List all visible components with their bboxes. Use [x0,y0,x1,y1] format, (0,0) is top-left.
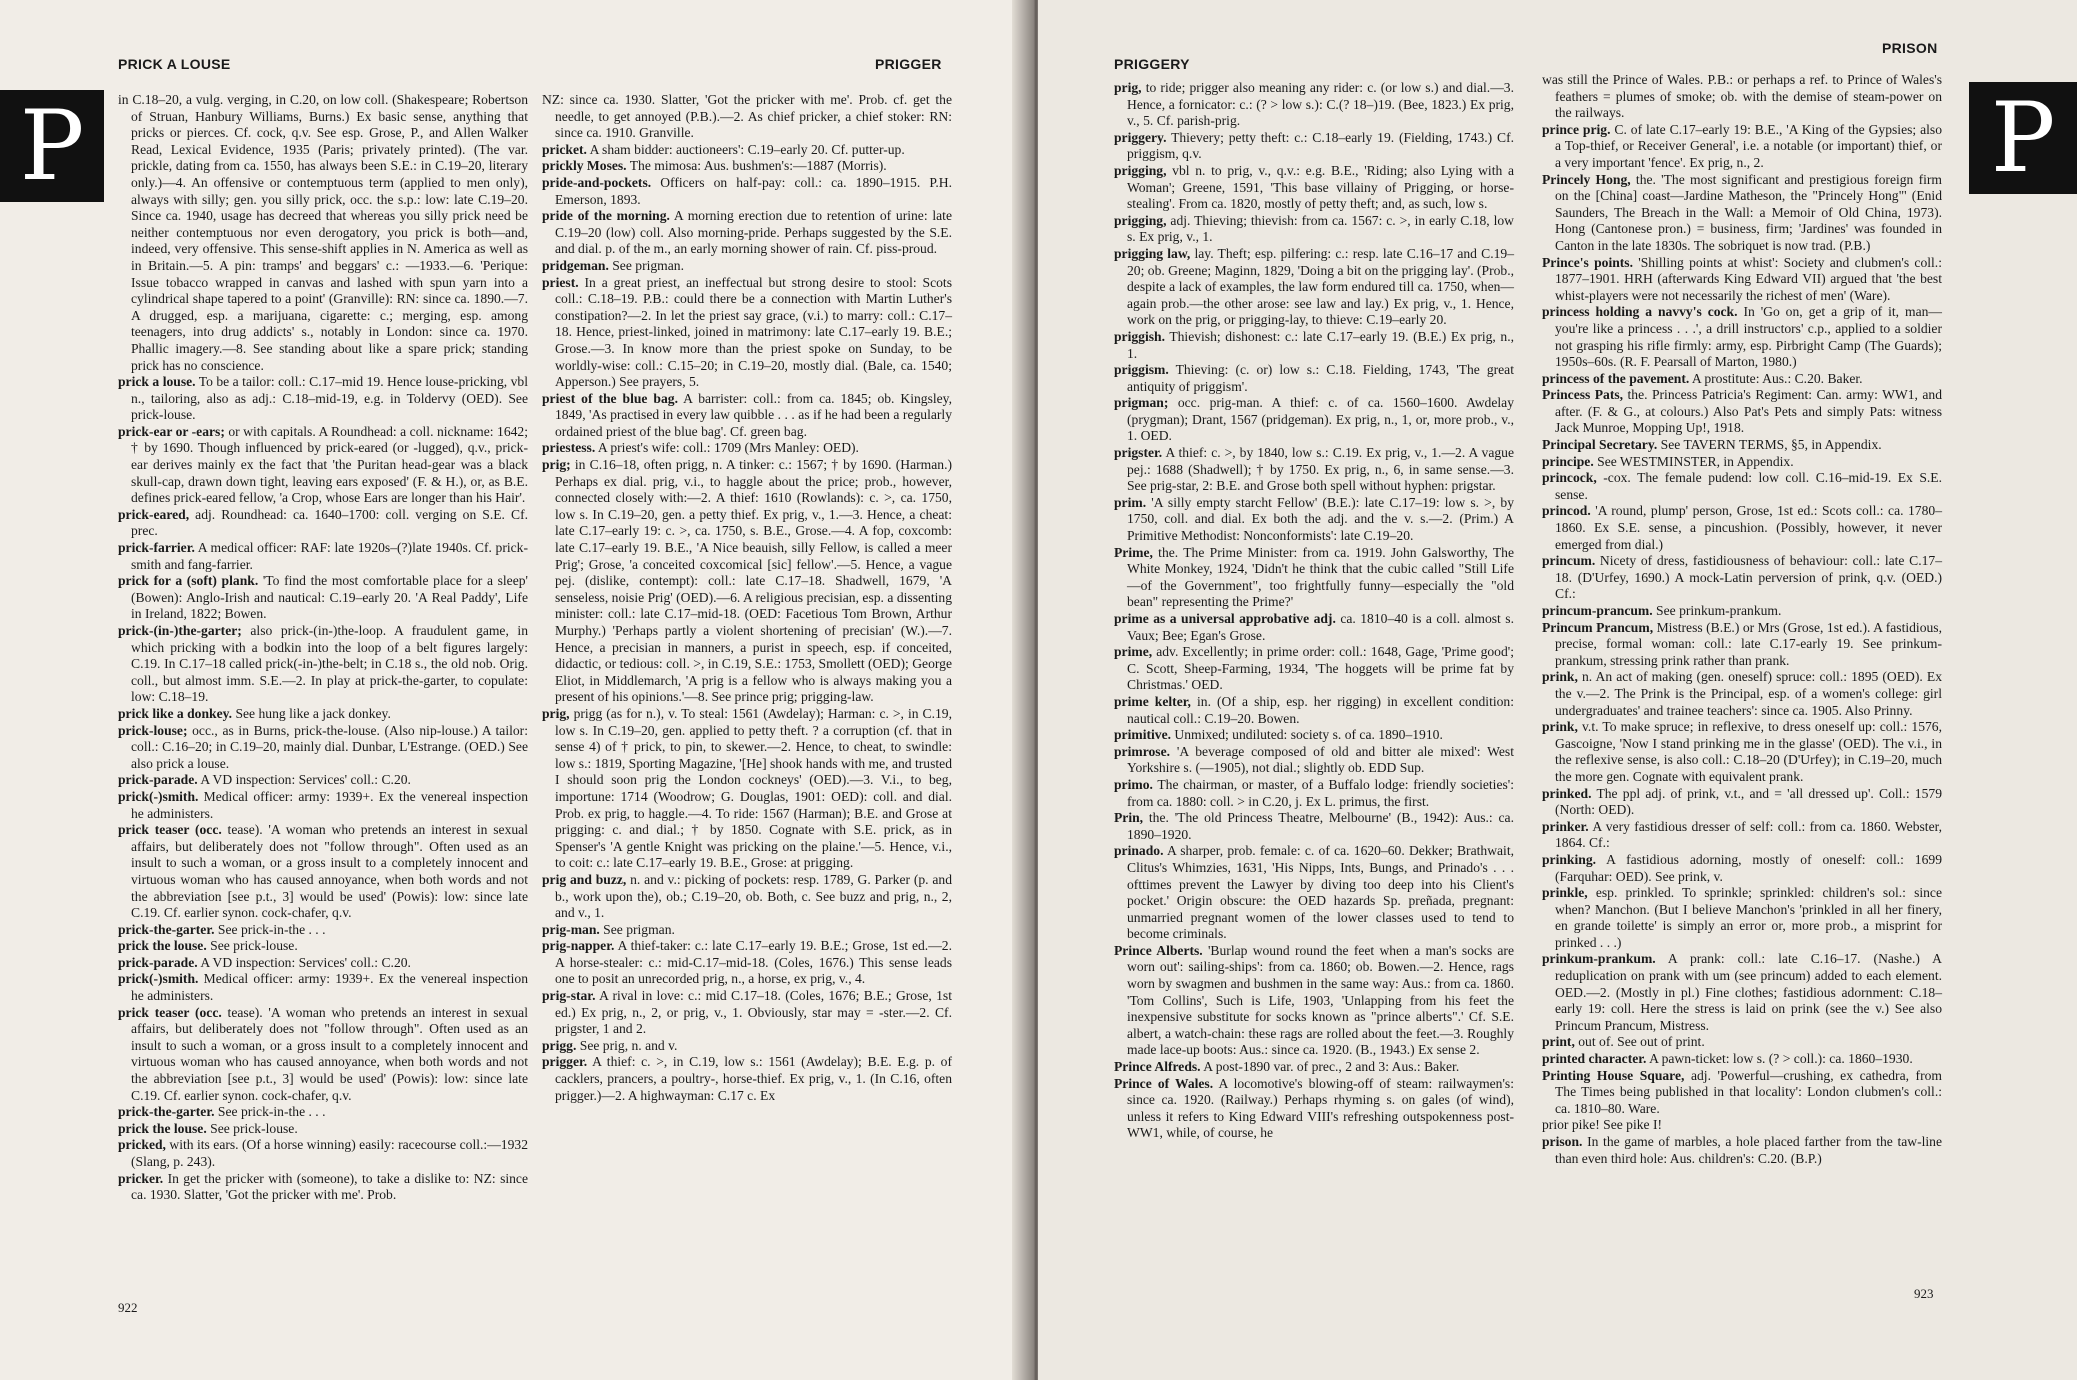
dictionary-entry: prim. 'A silly empty starcht Fellow' (B.E.): late C.17–19: low s. >, by 1750, coll. and dial. Ex both the adj. and the v. s.—2. (Prim.) A Primitive Methodist: Nonconformists': late C.19–20. [1114,494,1514,544]
dictionary-entry: prick the louse. See prick-louse. [118,938,298,954]
dictionary-entry: prick for a (soft) plank. 'To find the most comfortable place for a sleep' (Bowen): Anglo-Irish and nautical: C.19–early 20. 'A Real Paddy', Life in Ireland, 1822; Bowen. [118,573,528,622]
dictionary-entry: princock, -cox. The female pudend: low coll. C.16–mid-19. Ex S.E. sense. [1542,470,1942,502]
dictionary-entry: prick-ear or -ears; or with capitals. A Roundhead: a coll. nickname: 1642; † by 1690. Though influenced by prick-eared (or -lugged), q.v., prick-ear derives mainly ex the fact that 'the Puritan head-gear was a black skull-cap, drawn down tight, leaving ears exposed' (F. & H.), or, as B.E. defines prick-eared fellow, 'a Crop, whose Ears are longer than his Hair'. [118,423,529,506]
dictionary-entry: prick the louse. See prick-louse. [118,1120,298,1136]
dictionary-entry: pride-and-pockets. Officers on half-pay: coll.: ca. 1890–1915. P.H. Emerson, 1893. [542,174,952,207]
dictionary-entry: pridgeman. See prigman. [542,257,684,273]
dictionary-entry: primo. The chairman, or master, of a Buffalo lodge: friendly societies': from ca. 1880: coll. > in C.20, j. Ex L. primus, the first. [1114,776,1514,809]
dictionary-entry: priestess. A priest's wife: coll.: 1709 (Mrs Manley: OED). [542,440,859,456]
dictionary-entry: prime, adv. Excellently; in prime order: coll.: 1648, Gage, 'Prime good'; C. Scott, Sheep-Farming, 1934, 'The hoggets will be prime fat by Christmas.' OED. [1114,644,1514,693]
dictionary-entry: prig; in C.16–18, often prigg, n. A tinker: c.: 1567; † by 1690. (Harman.) Perhaps ex dial. prig, v.i., to haggle about the price; prob., however, connected closely with:—2. A thief: 1610 (Rowlands): c. >, ca. 1750, low s. In C.19–20, gen. a petty thief. Ex prig, v., 1.—3. Hence, a cheat: late C.17–early 19: c. >, ca. 1750, s. B.E., Grose.—4. A fop, coxcomb: late C.17–early 19. B.E., 'A Nice beauish, silly Fellow, is called a meer Prig'; Grose, 'a conceited coxcomical [sic] fellow'.—5. Hence, a vague pej. (dislike, contempt): coll.: late C.17–18. Shadwell, 1679, 'A senseless, noisie Prig' (OED).—6. A religious precisian, esp. a dissenting minister: coll.: late C.17–mid-18. (OED: Facetious Tom Brown, Arthur Murphy.) 'Perhaps partly a violent shortening of precisian' (W.).—7. Hence, a precisian in manners, a purist in speech, esp. if conceited, didactic, or tedious: coll. >, in C.19, S.E.: 1753, Smollett (OED); George Eliot, in Middlemarch, 'A prig is a fellow who is always making you a present of his opinions.'—8. See prince prig; prigging-law. [542,457,952,705]
dictionary-entry: Prince's points. 'Shilling points at whist': Society and clubmen's coll.: 1877–1901. HRH (afterwards King Edward VII) argued that 'the best whist-players were not necessarily the richest of men' (Ware). [1542,254,1942,303]
dictionary-entry: princess holding a navvy's cock. In 'Go on, get a grip of it, man—you're like a princess . . .', a drill instructors' c.p., applied to a soldier not grasping his rifle firmly: army, esp. Pirbright Camp (The Guards); 1950s–60s. (R. F. Pearsall of Marton, 1980.) [1542,304,1943,370]
dictionary-entry: Prin, the. 'The old Princess Theatre, Melbourne' (B., 1942): Aus.: ca. 1890–1920. [1114,810,1514,842]
running-head-left: PRIGGERY [1114,56,1190,72]
running-head-right: PRISON [1882,40,1938,56]
dictionary-entry: princod. 'A round, plump' person, Grose, 1st ed.: Scots coll.: ca. 1780–1860. Ex S.E. sense, a pincushion. (Possibly, however, it never emerged from dial.) [1542,503,1942,552]
dictionary-entry: prickly Moses. The mimosa: Aus. bushmen's:—1887 (Morris). [542,158,887,174]
dictionary-entry: prime kelter, in. (Of a ship, esp. her rigging) in excellent condition: nautical coll.: C.19–20. Bowen. [1114,693,1514,726]
dictionary-entry: prick-parade. A VD inspection: Services' coll.: C.20. [118,954,411,970]
column-1 [118,92,528,1204]
dictionary-entry: was still the Prince of Wales. P.B.: or perhaps a ref. to Prince of Wales's feathers = plumes of smoke; ob. with the demise of steam-power on the railways. [1542,72,1942,121]
dictionary-entry: NZ: since ca. 1930. Slatter, 'Got the pricker with me'. Prob. cf. get the needle, to get annoyed (P.B.).—2. As chief pricker, a chief stoker: RN: since ca. 1910. Granville. [542,92,952,141]
dictionary-entry: prigging law, lay. Theft; esp. pilfering: c.: resp. late C.16–17 and C.19–20; ob. Greene; Maginn, 1829, 'Doing a bit on the prigging lay'. (Prob., despite a lack of examples, the law form endured till ca. 1750, when—again prob.—the other arose: see law and lay.) Ex prig, v., 1. Hence, work on the prig, or prigging-lay, to thieve: C.19–early 20. [1114,245,1514,328]
dictionary-entry: prigging, adj. Thieving; thievish: from ca. 1567: c. >, in early C.18, low s. Ex prig, v., 1. [1114,212,1514,245]
dictionary-entry: prig, to ride; prigger also meaning any rider: c. (or low s.) and dial.—3. Hence, a fornicator: c.: (? > low s.): C.(? 18–)19. (Bee, 1823.) Ex prig, v., 5. Cf. parish-prig. [1114,80,1514,129]
dictionary-entry: prick(-)smith. Medical officer: army: 1939+. Ex the venereal inspection he administers. [118,788,528,821]
dictionary-entry: prinker. A very fastidious dresser of self: coll.: from ca. 1860. Webster, 1864. Cf.: [1542,818,1942,851]
dictionary-entry: priest. In a great priest, an ineffectual but strong desire to stool: Scots coll.: C.18–19. P.B.: could there be a connection with Martin Luther's constipation?—2. In let the priest say grace, (v.i.) to marry: coll.: C.17–18. Hence, priest-linked, joined in matrimony: late C.17–early 19. B.E.; Grose.—3. In know more than the priest spoke on Sunday, to be worldly-wise: coll.: C.15–20; in C.19–20, mostly dial. (Bale, ca. 1540; Apperson.) See prayers, 5. [542,274,952,390]
dictionary-entry: prink, v.t. To make spruce; in reflexive, to dress oneself up: coll.: 1576, Gascoigne, 'Now I stand prinking me in the glasse' (OED). The v.i., in the reflexive sense, is also coll.: C.18–20 (D'Urfey); in C.19–20, much the more gen. Cognate with equivalent prank. [1542,719,1942,784]
dictionary-entry: prig-man. See prigman. [542,921,675,937]
dictionary-entry: print, out of. See out of print. [1542,1034,1705,1050]
dictionary-entry: prick-the-garter. See prick-in-the . . . [118,1104,326,1120]
page-number: 922 [118,1300,138,1315]
dictionary-entry: Prince of Wales. A locomotive's blowing-off of steam: railwaymen's: since ca. 1920. (Railway.) Perhaps rhyming s. on gales (of wind), unless it refers to King Edward VIII's refreshing outspokenness post-WW1, while, of course, he [1114,1075,1514,1141]
dictionary-entry: primitive. Unmixed; undiluted: society s. of ca. 1890–1910. [1114,727,1443,743]
dictionary-entry: prigger. A thief: c. >, in C.19, low s.: 1561 (Awdelay); B.E. E.g. p. of cacklers, prancers, a poultry-, horse-thief. Ex prig, v., 1. (In C.16, often prigger.)—2. A highwayman: C.17 c. Ex [542,1054,952,1103]
dictionary-entry: prior pike! See pike I! [1542,1117,1663,1133]
dictionary-entry: prick-louse; occ., as in Burns, prick-the-louse. (Also nip-louse.) A tailor: coll.: C.16–20; in C.19–20, mainly dial. Dunbar, L'Estrange. (OED.) See also prick a louse. [118,722,528,771]
dictionary-entry: in C.18–20, a vulg. verging, in C.20, on low coll. (Shakespeare; Robertson of Struan, Hanbury Williams, Burns.) Ex basic sense, anything that pricks or pierces. Cf. cock, q.v. See esp. Grose, P., and Allen Walker Read, Lexical Evidence, 1935 (Paris; privately printed). (The var. prickle, dating from ca. 1550, has always been S.E.: in C.19–20, literary only.)—4. An offensive or contemptuous term (applied to men only), always with silly; gen. you silly prick, occ. the s.p.: low: late C.19–20. Since ca. 1940, usage has decreed that whereas you silly prick need be neither contemptuous nor even derogatory, you prick is both—and, indeed, very offensive. This sense-shift applies in N. America as well as in Britain.—5. A pin: tramps' and beggars' c.: —1933.—6. 'Perique: Issue tobacco wrapped in canvas and lashed with spun yarn into a cylindrical shape tapered to a point' (Granville): RN: since ca. 1890.—7. A drugged, esp. a marijuana, cigarette: c.; merging, esp. among teenagers, into drug addicts' s., notably in London: since ca. 1970. Phallic imagery.—8. See standing about like a spare prick; standing prick has no conscience. [118,92,528,373]
dictionary-entry: pricked, with its ears. (Of a horse winning) easily: racecourse coll.:—1932 (Slang, p. 243). [118,1137,528,1169]
dictionary-entry: prick-parade. A VD inspection: Services' coll.: C.20. [118,772,411,788]
letter-tab: P [0,90,104,202]
dictionary-entry: prinkum-prankum. A prank: coll.: late C.16–17. (Nashe.) A reduplication on prank with um (see princum) added to each element. OED.—2. (Mostly in pl.) Fine clothes; fastidious adornment: C.18–early 19: coll. Here the stress is laid on prink (see the v.) See also Princum Prancum, Mistress. [1542,951,1942,1033]
right-page [1038,0,2077,1380]
dictionary-entry: prigg. See prig, n. and v. [542,1037,678,1053]
dictionary-entry: princess of the pavement. A prostitute: Aus.: C.20. Baker. [1542,370,1863,386]
dictionary-entry: prigman; occ. prig-man. A thief: c. of ca. 1560–1600. Awdelay (prygman); Drant, 1567 (pridgeman). Ex prig, n., 1, or, more prob., v., 1. OED. [1114,395,1514,444]
running-head-right: PRIGGER [875,56,942,72]
dictionary-entry: princum. Nicety of dress, fastidiousness of behaviour: coll.: late C.17–18. (D'Urfey, 1690.) A mock-Latin perversion of prink, q.v. (OED.) Cf.: [1542,553,1942,602]
dictionary-entry: prinking. A fastidious adorning, mostly of oneself: coll.: 1699 (Farquhar: OED). See prink, v. [1542,851,1942,884]
running-head-left: PRICK A LOUSE [118,56,231,72]
dictionary-entry: prigging, vbl n. to prig, v., q.v.: e.g. B.E., 'Riding; also Lying with a Woman'; Greene, 1591, 'This base villainy of Prigging, or horse-stealing'. From ca. 1820, mostly of petty theft; and, as such, low s. [1114,162,1514,212]
dictionary-entry: prinked. The ppl adj. of prink, v.t., and = 'all dressed up'. Coll.: 1579 (North: OED). [1542,785,1942,818]
dictionary-entry: prig and buzz, n. and v.: picking of pockets: resp. 1789, G. Parker (p. and b., work upon the), ob.; C.19–20, ob. Both, c. See buzz and prig, n., 2, and v., 1. [542,871,952,921]
dictionary-entry: prigster. A thief: c. >, by 1840, low s.: C.19. Ex prig, v., 1.—2. A vague pej.: 1688 (Shadwell); † by 1750. Ex prig, n., 6, in same sense.—3. See prig-star, 2: B.E. and Grose both spell without hyphen: prigstar. [1114,445,1514,494]
dictionary-entry: Princess Pats, the. Princess Patricia's Regiment: Can. army: WW1, and after. (F. & G., at colours.) Also Pat's Pets and simply Pats: witness Jack Munroe, Mopping Up!, 1918. [1542,387,1942,436]
dictionary-entry: priggery. Thievery; petty theft: c.: C.18–early 19. (Fielding, 1743.) Cf. priggism, q.v. [1114,129,1514,162]
dictionary-entry: principe. See WESTMINSTER, in Appendix. [1542,453,1794,469]
dictionary-entry: prick teaser (occ. tease). 'A woman who pretends an interest in sexual affairs, but deliberately does not "follow through". Often used as an insult to such a woman, or a gross insult to a completely innocent and virtuous woman who has caused annoyance, when both words and not the abbreviation [see p.t., 3] would be used' (Powis): low: since late C.19. Cf. earlier synon. cock-chafer, q.v. [118,822,528,921]
dictionary-entry: prig, prigg (as for n.), v. To steal: 1561 (Awdelay); Harman: c. >, in C.19, low s. In C.19–20, gen. applied to petty theft. ? a corruption (cf. that in sense 4) of † prick, to pin, to skewer.—2. Hence, to cheat, to swindle: low s.: 1819, Sporting Magazine, '[He] shook hands with me, and trusted I should soon prig the London cockneys' (OED).—3. V.i., to beg, importune: 1714 (Woodrow; G. Douglas, 1901: OED): coll. and dial. Prob. ex prig, to haggle.—4. To ride: 1567 (Harman); B.E. and Grose at prigging: c. and dial.; † by 1850. Cognate with S.E. prick, as in Spenser's 'A gentle Knight was pricking on the plaine.'—5. Hence, v.i., to coit: c.: late C.17–early 19. B.E., Grose: at prigging. [542,705,952,871]
dictionary-entry: pricker. In get the pricker with (someone), to take a dislike to: NZ: since ca. 1930. Slatter, 'Got the pricker with me'. Prob. [118,1170,528,1203]
letter-tab: P [1969,82,2077,194]
dictionary-entry: prick-eared, adj. Roundhead: ca. 1640–1700: coll. verging on S.E. Cf. prec. [118,506,528,539]
dictionary-entry: Printing House Square, adj. 'Powerful—crushing, ex cathedra, from The Times being published in that locality': London clubmen's coll.: ca. 1810–80. Ware. [1542,1067,1942,1116]
dictionary-entry: Princely Hong, the. 'The most significant and prestigious foreign firm on the [China] coast—Jardine Matheson, the "Princely Hong"' (Enid Saunders, The Breach in the Wall: a Memoir of Old China, 1973). Hong (Cantonese pron.) = business, firm; 'Jardines' was founded in Canton in the late 1830s. The sobriquet is now trad. (P.B.) [1542,171,1942,253]
dictionary-entry: printed character. A pawn-ticket: low s. (? > coll.): ca. 1860–1930. [1542,1051,1913,1067]
dictionary-entry: prick-the-garter. See prick-in-the . . . [118,921,326,937]
dictionary-entry: prison. In the game of marbles, a hole placed farther from the taw-line than even third hole: Aus. children's: C.20. (B.P.) [1542,1134,1942,1166]
dictionary-entry: pride of the morning. A morning erection due to retention of urine: late C.19–20 (low) coll. Also morning-pride. Perhaps suggested by the S.E. and dial. p. of the m., an early morning shower of rain. Cf. piss-proud. [542,208,952,257]
dictionary-entry: pricket. A sham bidder: auctioneers': C.19–early 20. Cf. putter-up. [542,141,905,157]
dictionary-entry: prink, n. An act of making (gen. oneself) spruce: coll.: 1895 (OED). Ex the v.—2. The Prink is the Principal, esp. of a women's college: girl undergraduates' and trainee teachers': since ca. 1905. Also Prinny. [1542,669,1942,718]
column-1 [1114,80,1514,1142]
dictionary-entry: Princum Prancum, Mistress (B.E.) or Mrs (Grose, 1st ed.). A fastidious, precise, formal woman: coll.: late C.17-early 19. See prinkum-prankum, stressing prink rather than prank. [1542,619,1942,668]
page-number: 923 [1914,1286,1934,1301]
dictionary-entry: prince prig. C. of late C.17–early 19: B.E., 'A King of the Gypsies; also a Top-thief, or Receiver General', i.e. a notable (or important) thief, or a very important 'fence'. Ex prig, n., 2. [1542,121,1942,170]
dictionary-entry: priggism. Thieving: (c. or) low s.: C.18. Fielding, 1743, 'The great antiquity of priggism'. [1114,362,1514,394]
dictionary-entry: Principal Secretary. See TAVERN TERMS, §5, in Appendix. [1542,437,1882,453]
column-2 [542,92,952,1104]
dictionary-entry: prig-star. A rival in love: c.: mid C.17–18. (Coles, 1676; B.E.; Grose, 1st ed.) Ex prig, n., 2, or prig, v., 1. Obviously, star may = -ster.—2. Cf. prigster, 1 and 2. [542,988,952,1037]
dictionary-entry: priest of the blue bag. A barrister: coll.: from ca. 1845; ob. Kingsley, 1849, 'As practised in every law quibble . . . as if he had been a regularly ordained priest of the blue bag'. Cf. green bag. [542,390,952,439]
dictionary-entry: Prime, the. The Prime Minister: from ca. 1919. John Galsworthy, The White Monkey, 1924, 'Didn't he think that the cubic called "Still Life—of the Government", too frightfully funny—especially the "old bean" representing the Prime?' [1114,544,1514,610]
dictionary-entry: prick-(in-)the-garter; also prick-(in-)the-loop. A fraudulent game, in which pricking with a bodkin into the loop of a belt figures largely: C.19. In C.17–18 called prick(-in-)the-belt; in C.18 s., the old nob. Orig. coll., but almost imm. S.E.—2. In play at prick-the-garter, to copulate: low: C.18–19. [118,623,528,705]
dictionary-entry: prick like a donkey. See hung like a jack donkey. [118,705,391,721]
dictionary-entry: prick(-)smith. Medical officer: army: 1939+. Ex the venereal inspection he administers. [118,971,528,1004]
dictionary-entry: prinkle, esp. prinkled. To sprinkle; sprinkled: children's sol.: since when? Manchon. (But I believe Manchon's 'prinkled in all her finery, en grande toilette' is simply an error or, more prob., a misprint for prinked . . .) [1542,885,1942,950]
dictionary-entry: prick teaser (occ. tease). 'A woman who pretends an interest in sexual affairs, but deliberately does not "follow through". Often used as an insult to such a woman, or a gross insult to a completely innocent and virtuous woman who has caused annoyance, when both words and not the abbreviation [see p.t., 3] would be used' (Powis): low: since late C.19. Cf. earlier synon. cock-chafer, q.v. [118,1004,528,1103]
dictionary-entry: prinado. A sharper, prob. female: c. of ca. 1620–60. Dekker; Brathwait, Clitus's Whimzies, 1631, 'His Nipps, Ints, Bungs, and Prinado's . . . ofttimes prevent the Lawyer by diving too deep into his Client's pocket.' Origin obscure: the OED hazards Sp. preñada, pregnant: unmarried pregnant women of the lower classes used to tend to become criminals. [1114,843,1514,942]
dictionary-entry: Prince Alberts. 'Burlap wound round the feet when a man's socks are worn out': sailing-ships': from ca. 1860; ob. Bowen.—2. Hence, rags worn by swagmen and bushmen in the same way: Aus.: from ca. 1860. 'Tom Collins', Such is Life, 1903, 'Unlapping from his feet the inexpensive substitute for socks known as "prince alberts".' Cf. S.E. albert, a watch-chain: these rags are rolled about the feet.—3. Roughly made lace-up boots: Aus.: since ca. 1920. (B., 1943.) Ex sense 2. [1114,942,1514,1058]
dictionary-entry: princum-prancum. See prinkum-prankum. [1542,603,1782,618]
left-page [0,0,1030,1380]
dictionary-entry: priggish. Thievish; dishonest: c.: late C.17–early 19. (B.E.) Ex prig, n., 1. [1114,328,1514,361]
dictionary-entry: prig-napper. A thief-taker: c.: late C.17–early 19. B.E.; Grose, 1st ed.—2. A horse-stealer: c.: mid-C.17–mid-18. (Coles, 1676.) This sense leads one to posit an unrecorded prig, n., a horse, ex prig, v., 4. [542,938,952,987]
dictionary-entry: prick a louse. To be a tailor: coll.: C.17–mid 19. Hence louse-pricking, vbl n., tailoring, also as adj.: C.18–mid-19, e.g. in Toldervy (OED). See prick-louse. [118,374,528,423]
dictionary-entry: prime as a universal approbative adj. ca. 1810–40 is a coll. almost s. Vaux; Bee; Egan's Grose. [1114,611,1514,643]
dictionary-entry: Prince Alfreds. A post-1890 var. of prec., 2 and 3: Aus.: Baker. [1114,1059,1460,1075]
column-2 [1542,72,1942,1167]
dictionary-entry: primrose. 'A beverage composed of old and bitter ale mixed': West Yorkshire s. (—1905), not dial.; slightly ob. EDD Sup. [1114,743,1514,776]
dictionary-entry: prick-farrier. A medical officer: RAF: late 1920s–(?)late 1940s. Cf. prick-smith and fang-farrier. [118,540,528,572]
